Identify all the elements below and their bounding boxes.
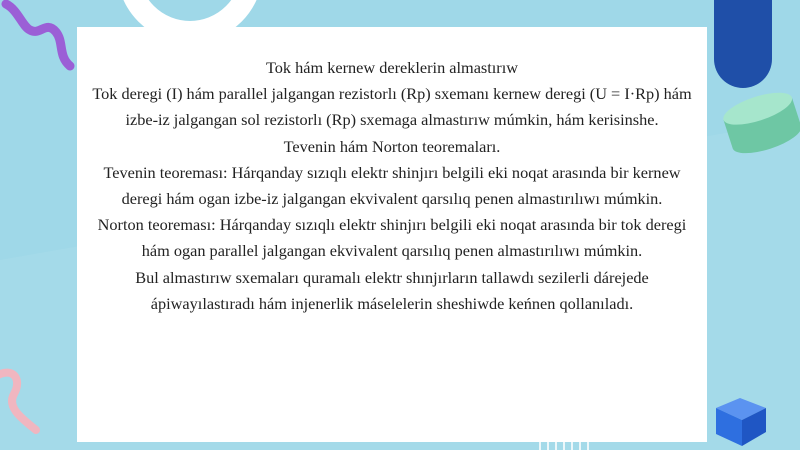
document-title: Tok hám kernew dereklerin almastırıw xyxy=(265,58,519,77)
section-heading-theorems: Tevenin hám Norton teoremaları. xyxy=(283,136,501,156)
bottom-line-decoration xyxy=(540,442,588,450)
blue-capsule-icon xyxy=(714,0,772,88)
paragraph-thevenin-theorem: Tevenin teoreması: Hárqanday sızıqlı elektr shinjırı belgili eki noqat arasında bir kernew deregi hám ogan izbe-iz jalgangan ekvivalent qarsılıq penen almastırılıwı múmkin. xyxy=(103,162,681,209)
document-text xyxy=(91,55,693,317)
paragraph-conclusion: Bul almastırıw sxemaları quramalı elektr shınjırların tallawdı sezilerli dárejede ápiwayılastıradı hám injenerlik máselelerin sheshiwde keńnen qollanıladı. xyxy=(135,267,649,313)
paragraph-norton-theorem: Norton teoreması: Hárqanday sızıqlı elektr shinjırı belgili eki noqat arasında bir tok deregi hám ogan parallel jalgangan ekvivalent qarsılıq penen almastırılıwı múmkin. xyxy=(97,215,687,261)
paragraph-source-transformation: Tok deregi (I) hám parallel jalgangan rezistorlı (Rp) sxemanı kernew deregi (U = I·Rp) hám izbe-iz jalgangan sol rezistorlı (Rp) sxemaga almastırıw múmkin, hám kerisinshe. xyxy=(92,84,692,130)
document-card xyxy=(77,27,707,442)
